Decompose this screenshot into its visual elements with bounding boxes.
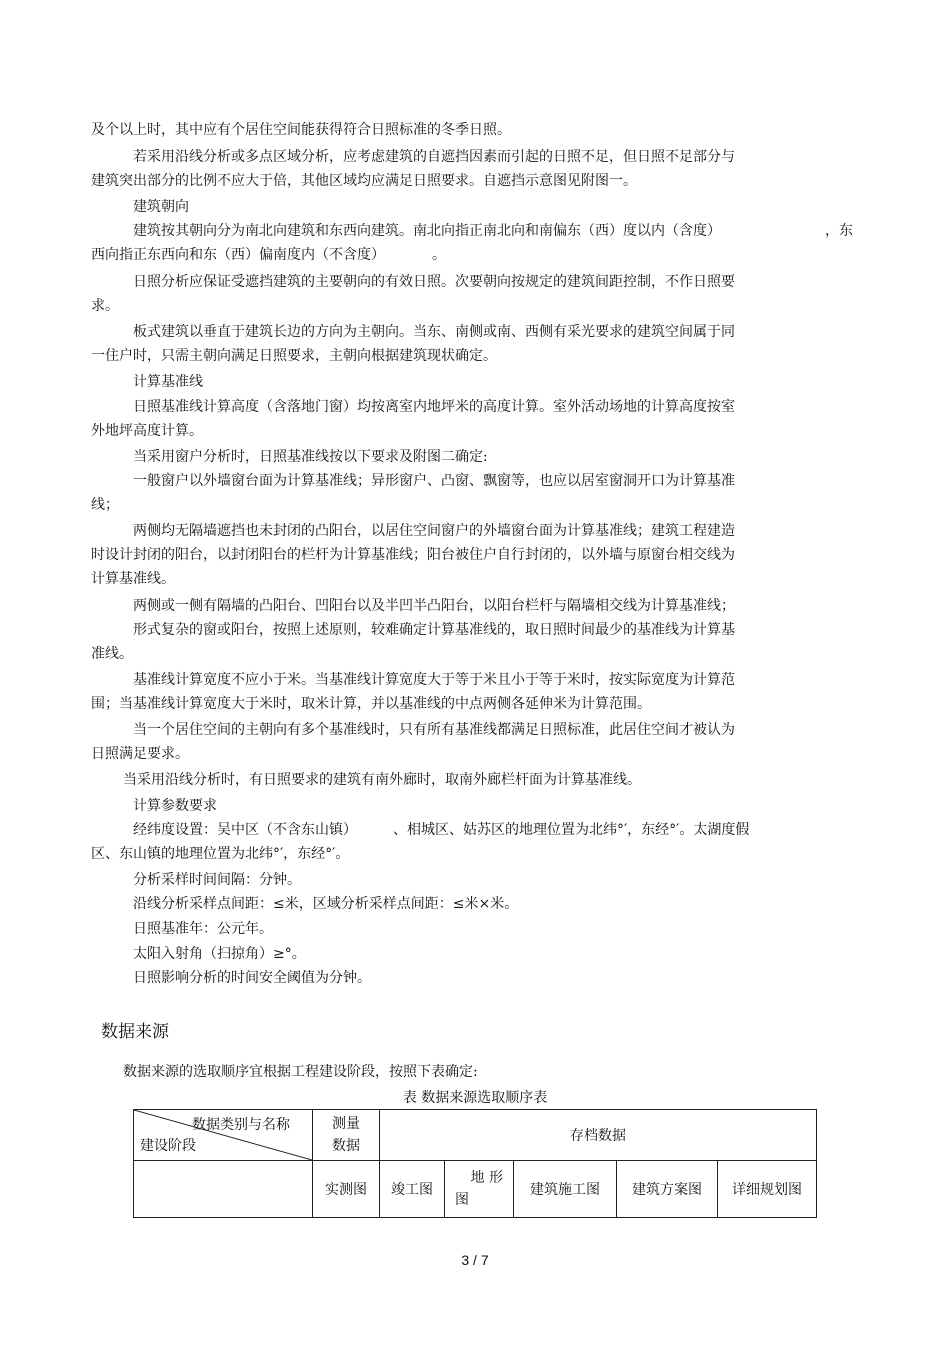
subheader-cell: 建筑施工图	[514, 1161, 617, 1218]
paragraph-line: 日照满足要求。	[91, 746, 189, 762]
terrain-line2: 图	[455, 1192, 469, 1208]
paragraph-line: 日照影响分析的时间安全阈值为分钟。	[133, 970, 371, 986]
subheading-building-orientation: 建筑朝向	[133, 199, 189, 215]
diagonal-header-bottom: 建设阶段	[140, 1138, 196, 1154]
paragraph-line: 当采用沿线分析时，有日照要求的建筑有南外廊时，取南外廊栏杆面为计算基准线。	[123, 772, 641, 788]
paragraph-line: 日照分析应保证受遮挡建筑的主要朝向的有效日照。次要朝向按规定的建筑间距控制，不作日照要	[133, 274, 735, 290]
subheader-cell: 竣工图	[380, 1161, 445, 1218]
paragraph-line: 、相城区、姑苏区的地理位置为北纬°′，东经°′。太湖度假	[393, 822, 750, 838]
paragraph-line: 计算基准线。	[91, 571, 175, 587]
subheader-cell: 建筑方案图	[617, 1161, 718, 1218]
paragraph-line: 建筑按其朝向分为南北向建筑和东西向建筑。南北向指正南北向和南偏东（西）度以内（含度）	[133, 223, 721, 239]
intro-text: 数据来源的选取顺序宜根据工程建设阶段，按照下表确定:	[123, 1064, 478, 1080]
paragraph-line: 日照基准年：公元年。	[133, 921, 273, 937]
paragraph-line: 板式建筑以垂直于建筑长边的方向为主朝向。当东、南侧或南、西侧有采光要求的建筑空间属于同	[133, 324, 735, 340]
table-subheader-row	[134, 1161, 817, 1218]
paragraph-line: 。	[432, 247, 446, 263]
paragraph-line: 基准线计算宽度不应小于米。当基准线计算宽度大于等于米且小于等于米时，按实际宽度为计算范	[133, 672, 735, 688]
paragraph-line: 若采用沿线分析或多点区域分析，应考虑建筑的自遮挡因素而引起的日照不足，但日照不足部分与	[133, 149, 735, 165]
paragraph-line: 经纬度设置：吴中区（不含东山镇）	[133, 822, 357, 838]
paragraph-line: 时设计封闭的阳台，以封闭阳台的栏杆为计算基准线；阳台被住户自行封闭的，以外墙与原窗台相交线为	[91, 547, 735, 563]
archive-data-header: 存档数据	[380, 1110, 817, 1161]
subheading-baseline: 计算基准线	[133, 374, 203, 390]
diagonal-header-cell	[134, 1110, 313, 1161]
survey-data-header	[313, 1110, 380, 1161]
paragraph-line: 分析采样时间间隔：分钟。	[133, 872, 301, 888]
paragraph-line: 准线。	[91, 646, 133, 662]
paragraph-line: 及个以上时，其中应有个居住空间能获得符合日照标准的冬季日照。	[91, 122, 511, 138]
paragraph-line: 当一个居住空间的主朝向有多个基准线时，只有所有基准线都满足日照标准，此居住空间才被认为	[133, 722, 735, 738]
survey-header-line1: 测量	[332, 1116, 360, 1132]
paragraph-line: 两侧均无隔墙遮挡也未封闭的凸阳台，以居住空间窗户的外墙窗台面为计算基准线；建筑工程建造	[133, 523, 735, 539]
subheader-terrain-cell	[445, 1161, 514, 1218]
subheader-cell: 实测图	[313, 1161, 380, 1218]
paragraph-line: 线；	[91, 497, 119, 513]
paragraph-line: 日照基准线计算高度（含落地门窗）均按离室内地坪米的高度计算。室外活动场地的计算高度按室	[133, 399, 735, 415]
paragraph-line: 沿线分析采样点间距：≤米，区域分析采样点间距：≤米×米。	[133, 896, 519, 912]
data-source-table	[133, 1109, 817, 1218]
section-heading: 数据来源	[101, 1022, 169, 1042]
paragraph-line: 形式复杂的窗或阳台，按照上述原则，较难确定计算基准线的，取日照时间最少的基准线为计算基	[133, 622, 735, 638]
paragraph-line: 外地坪高度计算。	[91, 423, 203, 439]
paragraph-line: 一住户时，只需主朝向满足日照要求，主朝向根据建筑现状确定。	[91, 348, 497, 364]
paragraph-line: 两侧或一侧有隔墙的凸阳台、凹阳台以及半凹半凸阳台，以阳台栏杆与隔墙相交线为计算基准线；	[133, 598, 735, 614]
terrain-line1: 地 形	[470, 1170, 503, 1186]
paragraph-line: 一般窗户以外墙窗台面为计算基准线；异形窗户、凸窗、飘窗等，也应以居室窗洞开口为计算基准	[133, 473, 735, 489]
paragraph-line: 围；当基准线计算宽度大于米时，取米计算，并以基准线的中点两侧各延伸米为计算范围。	[91, 696, 651, 712]
table-caption: 表 数据来源选取顺序表	[402, 1090, 548, 1106]
paragraph-line: 太阳入射角（扫掠角）≥°。	[133, 946, 306, 962]
paragraph-line: 西向指正东西向和东（西）偏南度内（不含度）	[91, 247, 385, 263]
subheading-parameters: 计算参数要求	[133, 798, 217, 814]
paragraph-line: 求。	[91, 298, 119, 314]
empty-stage-cell	[134, 1161, 313, 1218]
paragraph-line: 当采用窗户分析时，日照基准线按以下要求及附图二确定:	[133, 449, 488, 465]
table-header-row	[134, 1110, 817, 1161]
paragraph-line: 建筑突出部分的比例不应大于倍，其他区域均应满足日照要求。自遮挡示意图见附图一。	[91, 173, 637, 189]
survey-header-line2: 数据	[332, 1138, 360, 1154]
diagonal-header-top: 数据类别与名称	[192, 1117, 290, 1133]
page-number: 3 / 7	[461, 1252, 489, 1268]
subheader-cell: 详细规划图	[718, 1161, 817, 1218]
paragraph-line: ，东	[825, 223, 853, 239]
paragraph-line: 区、东山镇的地理位置为北纬°′，东经°′。	[91, 846, 350, 862]
